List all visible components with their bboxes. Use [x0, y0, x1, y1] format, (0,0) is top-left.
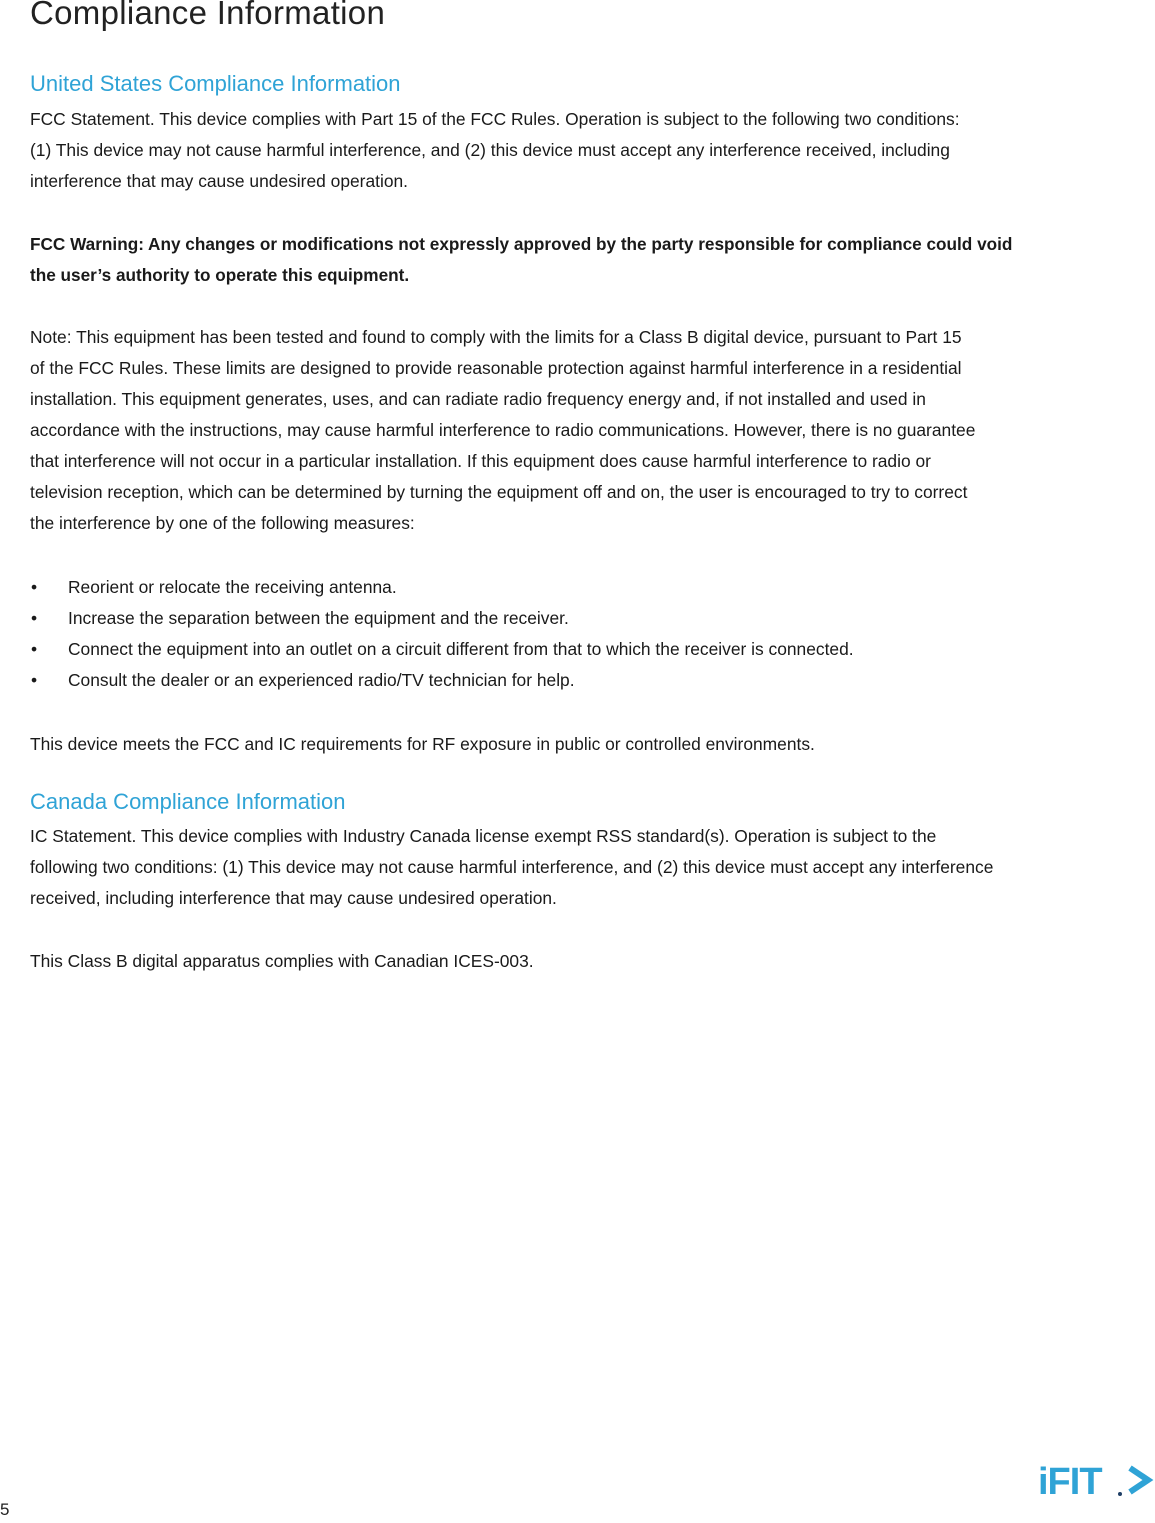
page-number: 5: [0, 1500, 10, 1519]
measure-text: Consult the dealer or an experienced radio/TV technician for help.: [68, 670, 575, 690]
list-item: [30, 665, 854, 696]
ifit-logo-text: iFIT: [1038, 1461, 1102, 1500]
canada-compliance-heading: Canada Compliance Information: [30, 789, 346, 814]
us-compliance-heading: United States Compliance Information: [30, 71, 401, 96]
ic-statement: [30, 821, 1152, 914]
note-line: installation. This equipment generates, uses, and can radiate radio frequency energy and, if not installed and used in: [30, 389, 926, 409]
list-item: [30, 572, 854, 603]
measure-text: Connect the equipment into an outlet on a circuit different from that to which the receiver is connected.: [68, 639, 854, 659]
fcc-statement-line: FCC Statement. This device complies with Part 15 of the FCC Rules. Operation is subject to the following two conditions:: [30, 109, 960, 129]
measure-text: Reorient or relocate the receiving antenna.: [68, 577, 397, 597]
chevron-right-icon: [1130, 1468, 1148, 1492]
fcc-note: [30, 322, 1152, 539]
fcc-warning: [30, 229, 1152, 291]
ic-statement-line: following two conditions: (1) This device may not cause harmful interference, and (2) this device must accept any interference: [30, 857, 994, 877]
ic-statement-line: IC Statement. This device complies with Industry Canada license exempt RSS standard(s). Operation is subject to the: [30, 826, 937, 846]
fcc-warning-line: FCC Warning: Any changes or modifications not expressly approved by the party responsible for compliance could void: [30, 234, 1013, 254]
note-line: Note: This equipment has been tested and found to comply with the limits for a Class B digital device, pursuant to Part 15: [30, 327, 962, 347]
ic-statement-line: received, including interference that may cause undesired operation.: [30, 888, 557, 908]
fcc-statement-line: (1) This device may not cause harmful interference, and (2) this device must accept any interference received, including: [30, 140, 950, 160]
note-line: that interference will not occur in a particular installation. If this equipment does cause harmful interference to radio or: [30, 451, 931, 471]
page-title: Compliance Information: [30, 0, 386, 31]
fcc-statement-line: interference that may cause undesired operation.: [30, 171, 408, 191]
fcc-warning-line: the user’s authority to operate this equipment.: [30, 265, 410, 285]
note-line: accordance with the instructions, may cause harmful interference to radio communications. However, there is no guarantee: [30, 420, 976, 440]
measure-text: Increase the separation between the equipment and the receiver.: [68, 608, 569, 628]
note-line: of the FCC Rules. These limits are designed to provide reasonable protection against harmful interference in a residential: [30, 358, 962, 378]
fcc-statement: [30, 104, 1152, 197]
ifit-logo-icon: [1038, 1460, 1155, 1500]
logo-dot-icon: [1118, 1492, 1122, 1496]
rf-exposure-statement: This device meets the FCC and IC requirements for RF exposure in public or controlled environments.: [30, 734, 815, 754]
note-line: the interference by one of the following measures:: [30, 513, 415, 533]
ices-statement: This Class B digital apparatus complies with Canadian ICES-003.: [30, 951, 534, 971]
list-item: [30, 603, 854, 634]
list-item: [30, 634, 854, 665]
bullet-icon: •: [31, 608, 38, 628]
bullet-icon: •: [31, 639, 38, 659]
measures-list: [30, 572, 854, 696]
bullet-icon: •: [31, 670, 38, 690]
bullet-icon: •: [31, 577, 38, 597]
note-line: television reception, which can be determined by turning the equipment off and on, the user is encouraged to try to correct: [30, 482, 968, 502]
